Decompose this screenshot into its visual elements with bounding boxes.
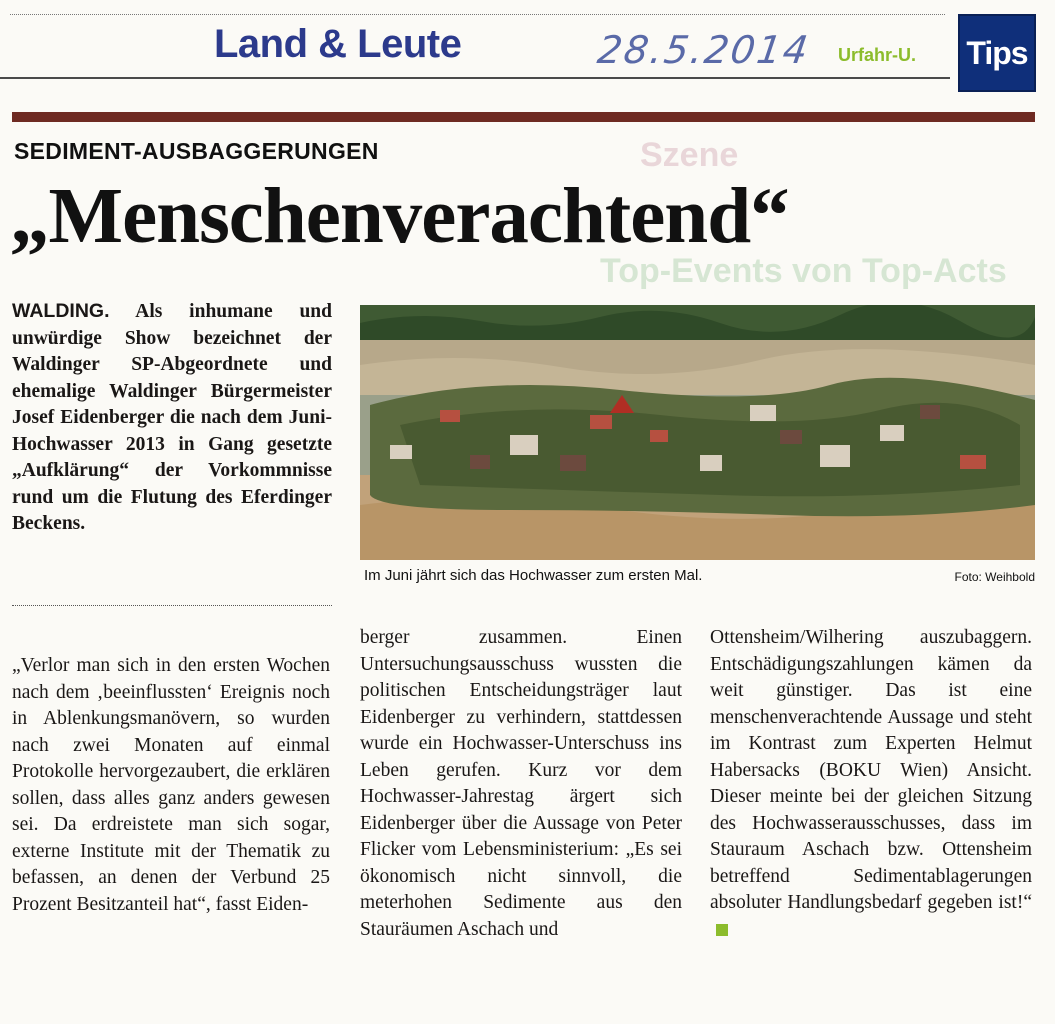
body-column-1	[12, 653, 330, 918]
end-mark-icon	[716, 924, 728, 936]
body-text-1: „Verlor man sich in den ersten Wochen nach dem ‚beeinflussten‘ Ereignis noch in Ablenkungsmanövern, so wurden nach zwei Monaten auf einmal Protokolle hervorgezaubert, die erklären sollen, dass alles ganz anders gewesen sei. Da erdreistete man sich sogar, externe Institute mit der Thematik zu befassen, an denen der Verbund 25 Prozent Besitzanteil hat“, fasst Eiden-	[12, 655, 330, 915]
ghost-text-2: Top-Events von Top-Acts	[600, 252, 1007, 290]
body-text-3: Ottensheim/Wilhering auszubaggern. Entschädigungszahlungen kämen da weit günstiger. Das ist eine menschenverachtende Aussage und steht im Kontrast zum Experten Helmut Habersacks (BOKU Wien) Ansicht. Dieser meinte bei der gleichen Sitzung des Hochwasserausschusses, dass im Stauraum Aschach bzw. Ottensheim betreffend Sedimentablagerungen absoluter Handlungsbedarf gegeben ist!“	[710, 627, 1032, 913]
tips-logo	[958, 14, 1036, 92]
handwritten-date: 28.5.2014	[594, 28, 813, 72]
kicker: SEDIMENT-AUSBAGGERUNGEN	[14, 138, 379, 164]
photo-credit: Foto: Weihbold	[954, 570, 1035, 584]
header-rule	[0, 77, 950, 79]
body-text-2: berger zusammen. Einen Untersuchungsausschuss wussten die politischen Entscheidungsträger laut Eidenberger zu verhindern, stattdessen wurde ein Hochwasser-Unterschuss ins Leben gerufen. Kurz vor dem Hochwasser-Jahrestag ärgert sich Eidenberger über die Aussage von Peter Flicker vom Lebensministerium: „Es sei ökonomisch nicht sinnvoll, die meterhohen Sedimente aus den Stauräumen Aschach und	[360, 627, 682, 940]
photo-caption: Im Juni jährt sich das Hochwasser zum ersten Mal.	[364, 567, 703, 584]
flood-photo	[360, 305, 1035, 560]
body-column-2	[360, 625, 682, 943]
body-column-3	[710, 625, 1032, 943]
top-dotted-rule	[10, 14, 945, 15]
section-title: Land & Leute	[214, 22, 462, 66]
lead-divider	[12, 605, 332, 606]
lead-paragraph	[12, 298, 332, 538]
lead-text: Als inhumane und unwürdige Show bezeichnet der Waldinger SP-Abgeordnete und ehemalige Waldinger Bürgermeister Josef Eidenberger die nach dem Juni-Hochwasser 2013 in Gang gesetzte „Aufklärung“ der Vorkommnisse rund um die Flutung des Eferdinger Beckens.	[12, 301, 332, 534]
article-top-bar	[12, 112, 1035, 122]
region-label: Urfahr-U.	[838, 45, 917, 65]
lead-place: WALDING.	[12, 300, 110, 322]
ghost-text-1: Szene	[640, 136, 739, 174]
logo-text: Tips	[966, 34, 1028, 71]
headline: „Menschenverachtend“	[10, 173, 789, 260]
